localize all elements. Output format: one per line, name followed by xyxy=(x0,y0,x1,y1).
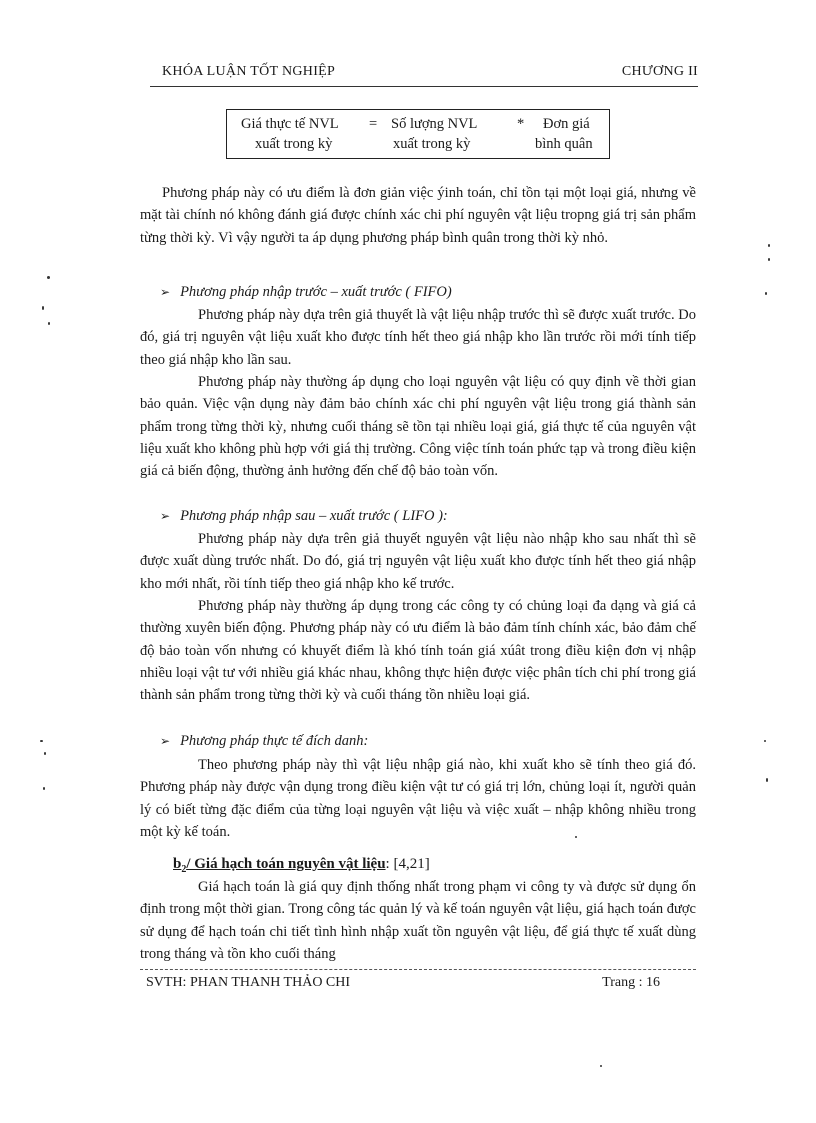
footer-rule xyxy=(140,969,696,970)
header-rule xyxy=(150,86,698,87)
arrow-bullet-icon: ➢ xyxy=(160,509,171,523)
footer-author: SVTH: PHAN THANH THẢO CHI xyxy=(146,975,351,990)
lifo-heading xyxy=(160,508,448,525)
formula-lhs-line1: Giá thực tế NVL xyxy=(241,116,339,132)
page-header xyxy=(150,64,698,86)
section-b2-paragraph: Giá hạch toán là giá quy định thống nhất trong phạm vi công ty và được sử dụng ổn định trong một thời gian. Trong công tác quản lý và kế toán nguyên vật liệu, giá hạch toán được sử dụng để hạch toán chi tiết tình hình nhập xuất tồn nguyên vật liệu, để giá thực tế xuất dùng trong tháng và tồn kho cuối tháng xyxy=(140,879,696,962)
scan-speck xyxy=(600,1065,602,1067)
scan-speck xyxy=(44,752,46,755)
section-b2-ref: : [4,21] xyxy=(385,856,430,872)
intro-paragraph: Phương pháp này có ưu điểm là đơn giản việc ýinh toán, chỉ tồn tại một loại giá, nhưng về mặt tài chính nó không đánh giá được chính xác chi phí nguyên vật liệu tropng giá trị sản phẩm từng thời kỳ. Vì vậy người ta áp dụng phương pháp bình quân trong thời kỳ nhỏ. xyxy=(140,185,696,246)
formula-lhs-line2: xuất trong kỳ xyxy=(255,136,333,152)
lifo-paragraph-2: Phương pháp này thường áp dụng trong các công ty có chủng loại đa dạng và giá cả thường xuyên biến động. Phương pháp này có ưu điểm là bảo đảm tính chính xác, bảo đảm chế độ bảo toàn vốn nhưng có khuyết điểm là khó tính toán giá xúât trong điều kiện đơn vị nhập nhiều loại vật tư với nhiều giá khác nhau, không thực hiện được việc phân tích chi phí trong giá thành sản phẩm trong từng thời kỳ và cuối tháng tồn nhiều loại giá. xyxy=(140,598,696,704)
formula-mid-line2: xuất trong kỳ xyxy=(393,136,471,152)
scan-speck xyxy=(47,276,50,279)
specific-heading xyxy=(160,733,368,750)
formula-rhs-line1: Đơn giá xyxy=(543,116,590,132)
section-b2-letter: b xyxy=(173,856,182,872)
header-chapter: CHƯƠNG II xyxy=(621,64,698,79)
fifo-paragraph-1: Phương pháp này dựa trên giả thuyết là vật liệu nhập trước thì sẽ được xuất trước. Do đó, giá trị nguyên vật liệu xuất kho được tính hết theo giá nhập kho lần trước rồi mới tính tiếp theo giá nhập kho lần sau. xyxy=(140,307,696,368)
formula-operator: * xyxy=(517,116,525,132)
section-b2-subscript: 2 xyxy=(181,864,187,875)
specific-paragraph: Theo phương pháp này thì vật liệu nhập giá nào, khi xuất kho sẽ tính theo giá đó. Phương pháp này được vận dụng trong điều kiện vật tư có giá trị lớn, chủng loại ít, người quản lý có biết từng đặc điểm của từng loại nguyên vật liệu và việc xuất – nhập không nhiều trong một kỳ kế toán. xyxy=(140,757,696,840)
header-title: KHÓA LUẬN TỐT NGHIỆP xyxy=(162,64,336,79)
formula-rhs-line2: bình quân xyxy=(535,136,593,152)
scan-speck xyxy=(765,292,767,295)
scan-speck xyxy=(40,740,43,742)
scan-speck xyxy=(766,778,768,782)
footer-page-number: Trang : 16 xyxy=(602,975,660,990)
scan-speck xyxy=(48,322,50,325)
lifo-paragraph-1: Phương pháp này dựa trên giả thuyết nguyên vật liệu nào nhập kho sau nhất thì sẽ được xuất dùng trước nhất. Do đó, giá trị nguyên vật liệu xuất kho được tính hết theo giá nhập kho mới nhất, rồi tính tiếp theo giá nhập kho kế trước. xyxy=(140,531,696,592)
lifo-title: Phương pháp nhập sau – xuất trước ( LIFO ): xyxy=(180,508,448,524)
arrow-bullet-icon: ➢ xyxy=(160,734,171,748)
formula-box xyxy=(226,109,610,159)
scan-speck xyxy=(43,787,45,790)
scan-speck xyxy=(768,258,770,261)
scan-speck xyxy=(42,306,44,310)
scan-speck xyxy=(764,740,766,742)
fifo-heading xyxy=(160,284,452,301)
arrow-bullet-icon: ➢ xyxy=(160,285,171,299)
formula-equals: = xyxy=(369,116,378,132)
section-b2-title: / Giá hạch toán nguyên vật liệu xyxy=(186,856,386,872)
scan-speck xyxy=(575,836,577,838)
specific-title: Phương pháp thực tế đích danh: xyxy=(180,733,369,749)
fifo-title: Phương pháp nhập trước – xuất trước ( FIFO) xyxy=(180,284,452,300)
scan-speck xyxy=(768,244,770,247)
fifo-paragraph-2: Phương pháp này thường áp dụng cho loại nguyên vật liệu có quy định về thời gian bảo quản. Việc vận dụng này đảm bảo chính xác chi phí nguyên vật liệu trong giá thành sản phẩm trong từng thời kỳ, nhưng cuối tháng sẽ tồn tại nhiều loại giá, giá thực tế của nguyên vật liệu xuất kho không phù hợp với giá thị trường. Công việc tính toán phức tạp và trong điều kiện giá cả biến động, thường ảnh hưởng đến chế độ bảo toàn vốn. xyxy=(140,374,696,480)
formula-mid-line1: Số lượng NVL xyxy=(391,116,478,132)
section-b2-heading xyxy=(173,856,430,875)
